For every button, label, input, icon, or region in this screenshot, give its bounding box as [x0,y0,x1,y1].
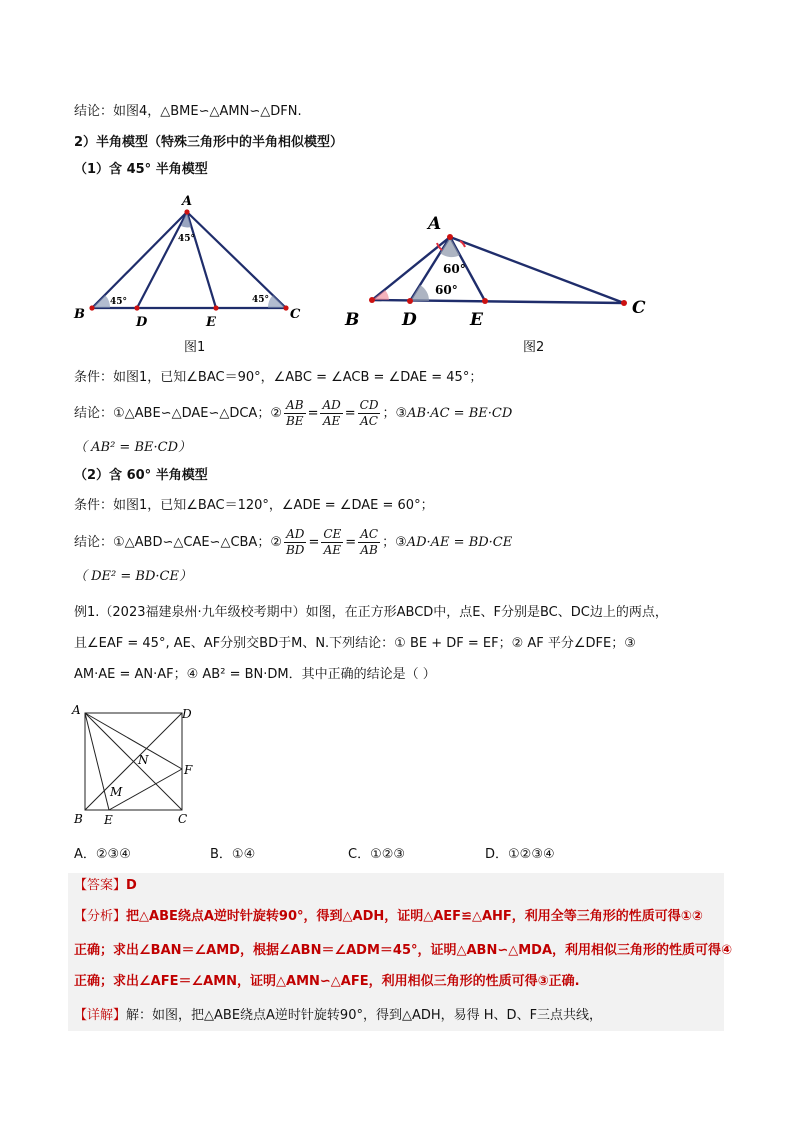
frac-num: AD [284,527,306,543]
fig1-label-e: E [206,315,216,330]
fig1-label-b: B [74,307,85,322]
analysis-line-1 [74,907,703,927]
frac-den: AC [360,414,378,428]
conclusion-60-sep: ；③ [382,535,407,550]
fig2-label-a: A [428,214,442,234]
option-b: B．①④ [210,847,256,862]
section-half-angle-model: 2）半角模型（特殊三角形中的半角相似模型） [74,135,344,150]
detail-line-1 [74,1006,602,1026]
fraction-ce-ae [321,527,343,558]
caption-fig2: 图2 [523,340,545,355]
fig1-label-d: D [136,315,148,330]
fig3-label-a: A [72,703,81,717]
fraction-ad-ae [320,398,342,429]
option-d: D．①②③④ [485,847,555,862]
fig3-label-b: B [74,812,83,826]
conclusion-line-fig4: 结论：如图4，△BME∽△AMN∽△DFN. [74,104,302,119]
fig2-angle-d: 60° [435,283,458,297]
frac-num: CE [323,527,342,541]
fig2-label-e: E [470,310,483,330]
frac-den: AE [322,414,341,428]
analysis-line-3: 正确；求出∠AFE＝∠AMN，证明△AMN∽△AFE，利用相似三角形的性质可得③正确. [74,974,580,989]
fig1-angle-a: 45° [178,234,196,244]
detail-text-1: 解：如图，把△ABE绕点A逆时针旋转90°，得到△ADH，易得 H、D、F三点共线， [126,1008,603,1023]
fig2-angle-top: 60° [443,262,466,276]
answer-line [74,876,137,896]
caption-fig1: 图1 [184,340,206,355]
analysis-tag: 【分析】 [74,909,127,924]
conclusion-45-sep: ；③ [382,406,408,421]
fig3-label-d: D [182,707,192,721]
conclusion-60-product: AD·AE = BD·CE [406,535,513,550]
frac-den: BD [285,543,305,557]
analysis-line-2: 正确；求出∠BAN＝∠AMD，根据∠ABN＝∠ADM＝45°，证明△ABN∽△MDA，利用相似三角形的性质可得④ [74,943,733,958]
fig2-label-c: C [632,298,646,318]
fig3-label-c: C [178,812,188,826]
figure-square [70,702,205,827]
fraction-ad-bd [284,527,306,558]
frac-num: CD [359,398,379,412]
fig3-label-f: F [184,763,193,777]
fig3-label-m: M [110,785,123,799]
conclusion-45: 结论：①△ABE∽△DAE∽△DCA；② $\frac{AB}{BE}$ = $\frac{AD}{AE}$ = $\frac{CD}{AC}$ ；③AB·AC = BE·CD [74,398,513,428]
fig1-label-c: C [290,307,301,322]
fraction-ac-ab [358,527,380,558]
condition-60: 条件：如图1，已知∠BAC＝120°，∠ADE = ∠DAE = 60°； [74,498,434,513]
fig3-label-e: E [104,813,113,827]
answer-value: D [126,878,137,893]
example-1-line-1: 例1.（2023福建泉州·九年级校考期中）如图，在正方形ABCD中，点E、F分别是BC、DC边上的两点， [74,605,668,620]
figure-1 [70,190,310,330]
conclusion-60: 结论：①△ABD∽△CAE∽△CBA；② $\frac{AD}{BD}$ = $\frac{CE}{AE}$ = $\frac{AC}{AB}$ ；③AD·AE = BD·CE [74,527,513,557]
option-c: C．①②③ [348,847,406,862]
fig2-label-b: B [345,310,360,330]
fraction-ab-be [284,398,306,429]
detail-tag: 【详解】 [74,1008,127,1023]
fig1-label-a: A [182,194,193,209]
frac-den: AB [360,543,378,557]
condition-45: 条件：如图1，已知∠BAC＝90°，∠ABC = ∠ACB = ∠DAE = 45°； [74,370,483,385]
analysis-text-1: 把△ABE绕点A逆时针旋转90°，得到△ADH，证明△AEF≌△AHF，利用全等三角形的性质可得①② [126,909,703,924]
subsection-60-model: （2）含 60° 半角模型 [74,468,208,483]
frac-num: AC [360,527,379,541]
figure-2 [340,205,660,330]
frac-num: AD [322,398,341,412]
option-a: A．②③④ [74,847,131,862]
fraction-cd-ac [358,398,381,429]
conclusion-45-prefix: 结论：①△ABE∽△DAE∽△DCA；② [74,406,282,421]
frac-den: AE [323,543,342,557]
conclusion-60-extra: （ DE² = BD·CE） [74,569,192,584]
conclusion-45-extra: （ AB² = BE·CD） [74,440,191,455]
fig3-label-n: N [138,753,149,767]
answer-tag: 【答案】 [74,878,127,893]
conclusion-60-prefix: 结论：①△ABD∽△CAE∽△CBA；② [74,535,282,550]
fig1-angle-c: 45° [252,295,270,305]
frac-den: BE [285,414,304,428]
fig1-angle-b: 45° [110,297,128,307]
fig2-label-d: D [402,310,417,330]
example-1-line-2: 且∠EAF = 45°, AE、AF分别交BD于M、N.下列结论：① BE + DF = EF；② AF 平分∠DFE；③ [74,636,636,651]
conclusion-45-product: AB·AC = BE·CD [407,406,513,421]
subsection-45-model: （1）含 45° 半角模型 [74,162,208,177]
frac-num: AB [284,398,306,414]
example-1-line-3: AM·AE = AN·AF；④ AB² = BN·DM．其中正确的结论是（ ） [74,667,436,682]
